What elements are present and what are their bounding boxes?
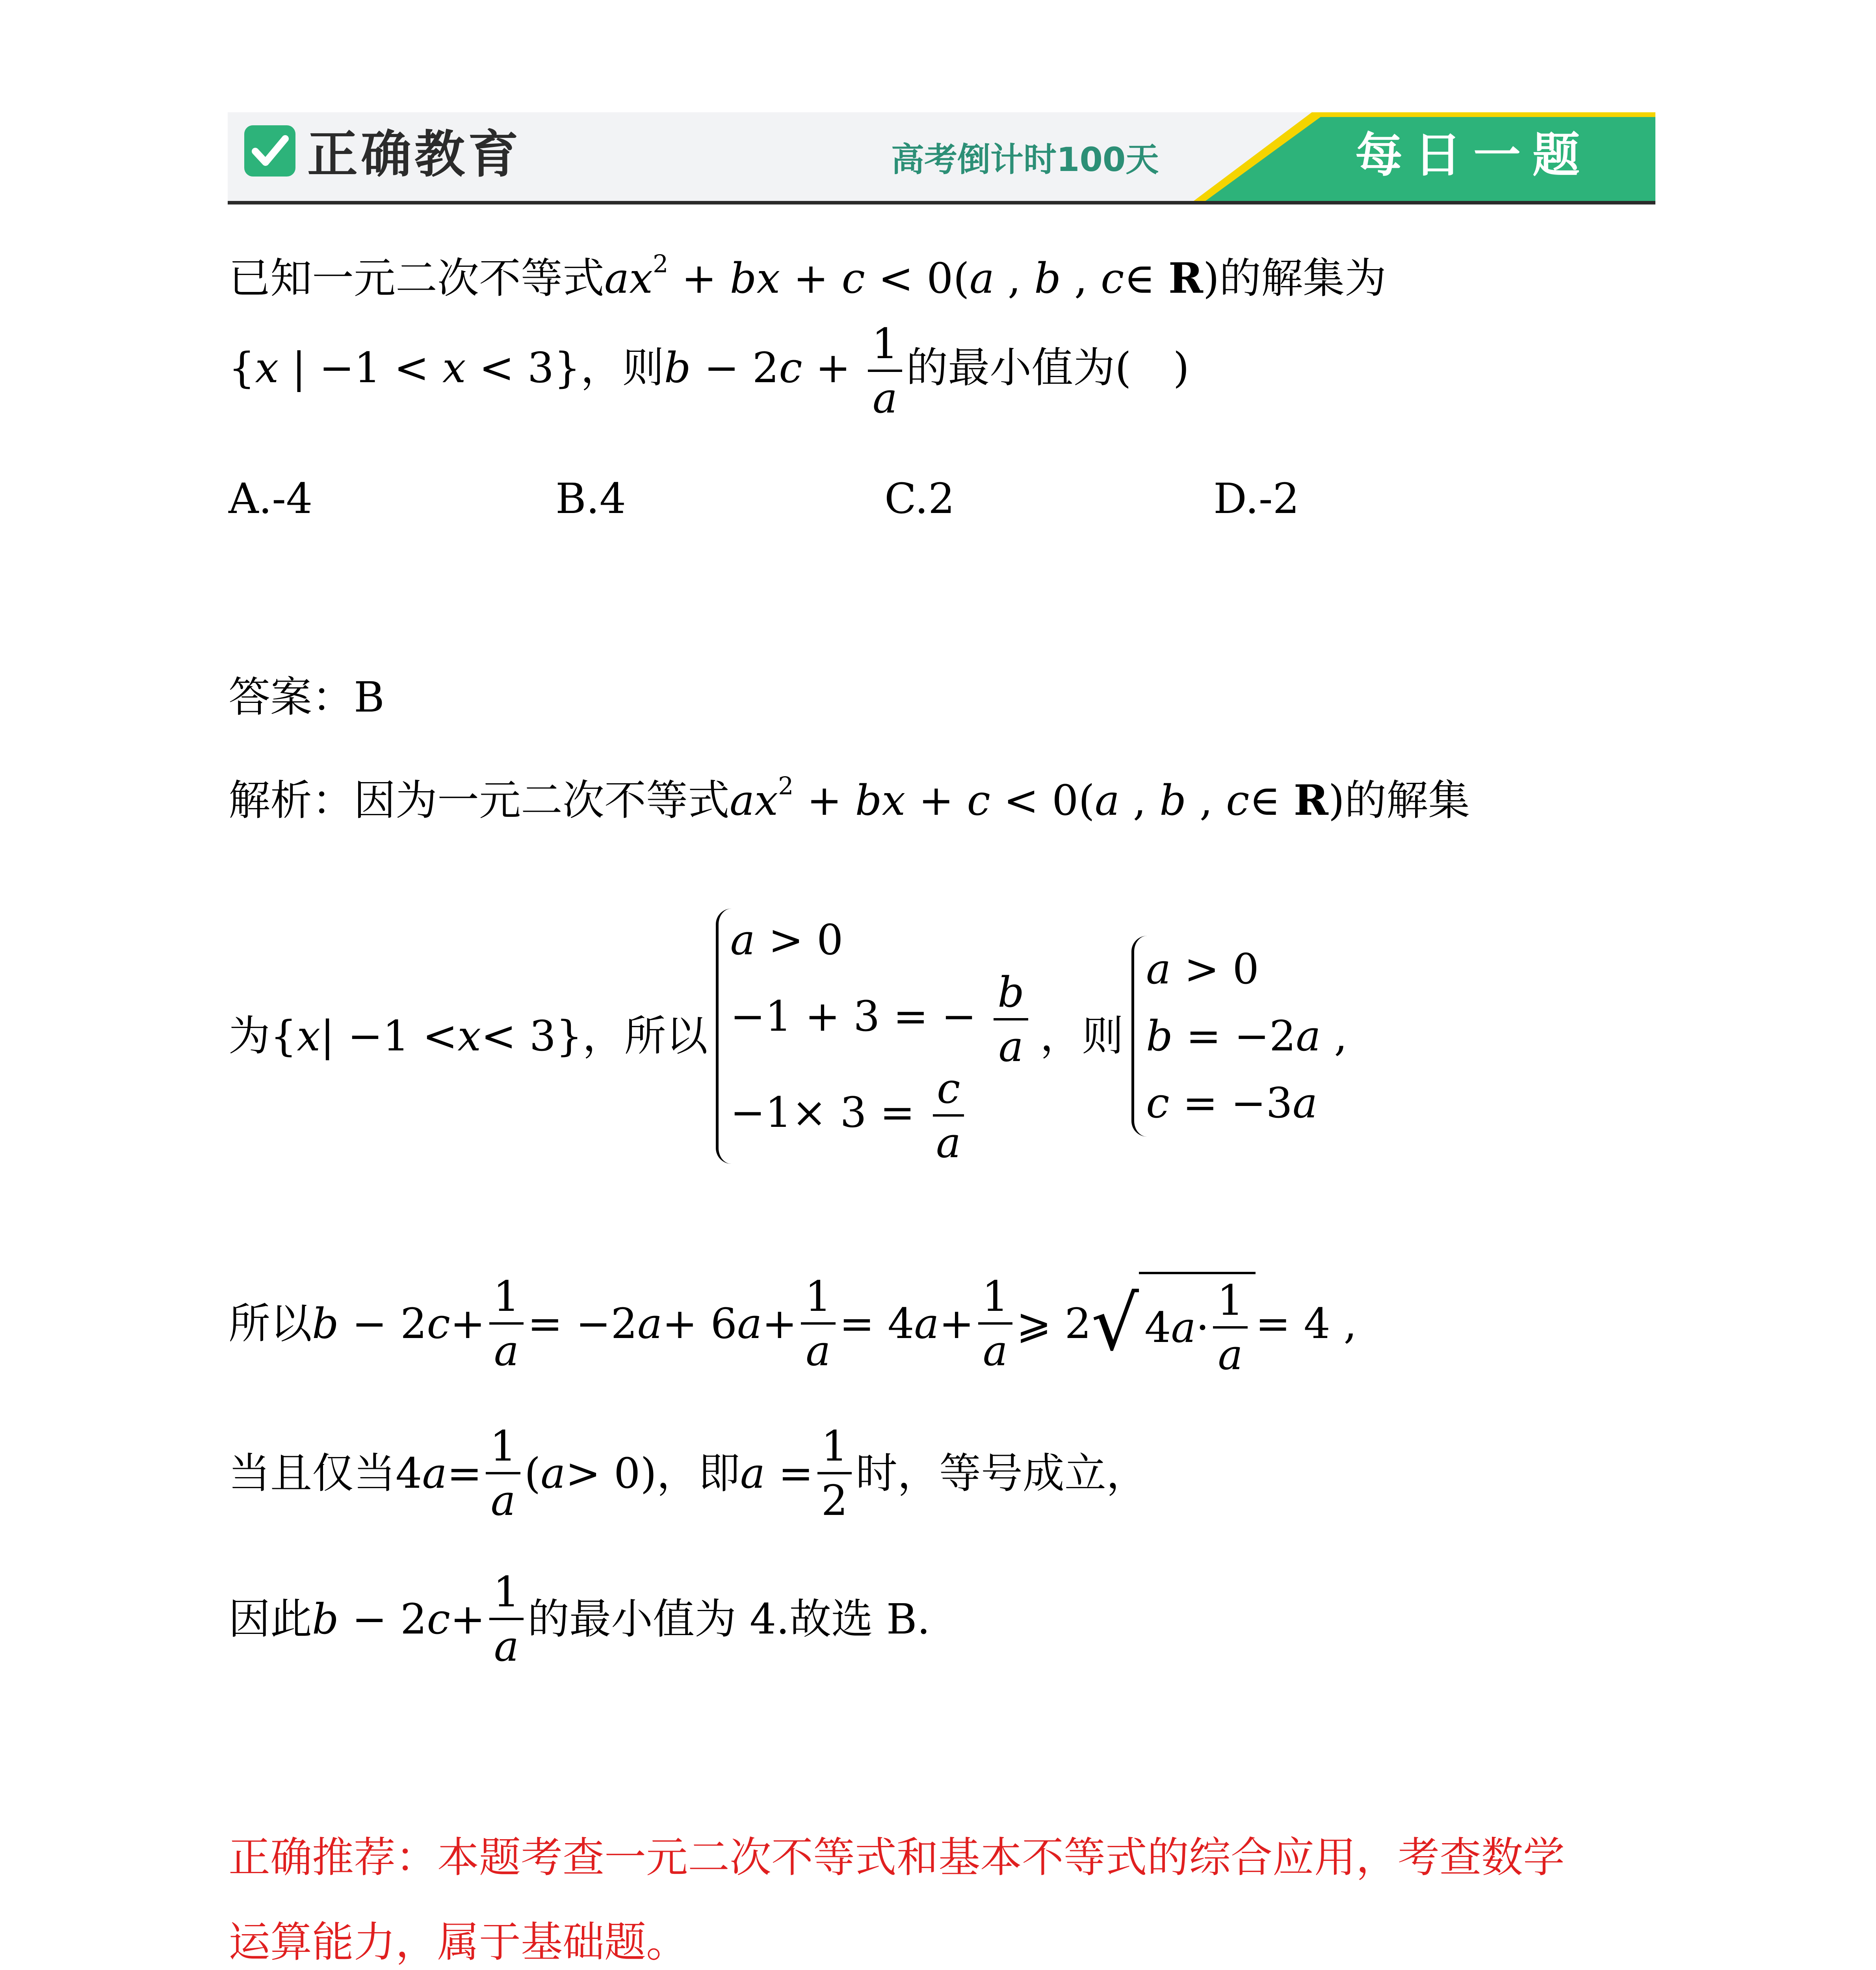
option-d: D.-2: [1213, 474, 1300, 523]
option-a: A.-4: [228, 474, 313, 523]
analysis-equality-line: 当且仅当 4 a = $\frac{1}{a}$ ( a > 0) ，即 a = $\frac{1}{2}$ 时，等号成立，: [228, 1422, 1148, 1525]
analysis-system-line: 为 { x | −1 < x < 3} ，所以 a > 0 −1 + 3 = − $\frac{b}{a}$ −1× 3 = $\frac{c}{a}$ ，则 a > 0 b = −2a , c = −3a: [228, 859, 1355, 1214]
recommend-line-1: 正确推荐：本题考查一元二次不等式和基本不等式的综合应用，考查数学: [228, 1833, 1565, 1882]
question-line-2: {x | −1 < x < 3}，则b − 2c + $\frac{1}{a}$ 的最小值为( ): [228, 320, 1189, 422]
answer-label: 答案：B: [228, 673, 384, 721]
brand-name: 正确教育: [307, 125, 522, 184]
daily-question-title: 每日一题: [1355, 128, 1592, 183]
recommend-line-2: 运算能力，属于基础题。: [228, 1918, 688, 1966]
question-line-1: 已知一元二次不等式$ax^2$ + bx + c < 0(a , b , c∈ R)的解集为: [228, 249, 1387, 303]
header-divider: [228, 201, 1655, 204]
option-c: C.2: [884, 474, 955, 523]
check-icon: [244, 125, 295, 177]
condition-system-2: a > 0 b = −2a , c = −3a: [1131, 936, 1347, 1137]
condition-system-1: a > 0 −1 + 3 = − $\frac{b}{a}$ −1× 3 = $\frac{c}{a}$: [716, 909, 1032, 1164]
analysis-conclusion-line: 因此 b − 2 c + $\frac{1}{a}$ 的最小值为 4.故选 B.: [228, 1568, 931, 1671]
analysis-line-1: 解析：因为一元二次不等式$ax^2$ + bx + c < 0(a , b , c∈ R)的解集: [228, 771, 1470, 825]
countdown-text: 高考倒计时100天: [891, 140, 1159, 179]
option-b: B.4: [555, 474, 626, 523]
analysis-inequality-line: 所以 b − 2 c + $\frac{1}{a}$ = −2 a + 6 a + $\frac{1}{a}$ = 4 a + $\frac{1}{a}$ ⩾ 2 √ 4 a · $\frac{1}{a}$ = 4 ,: [228, 1272, 1357, 1379]
